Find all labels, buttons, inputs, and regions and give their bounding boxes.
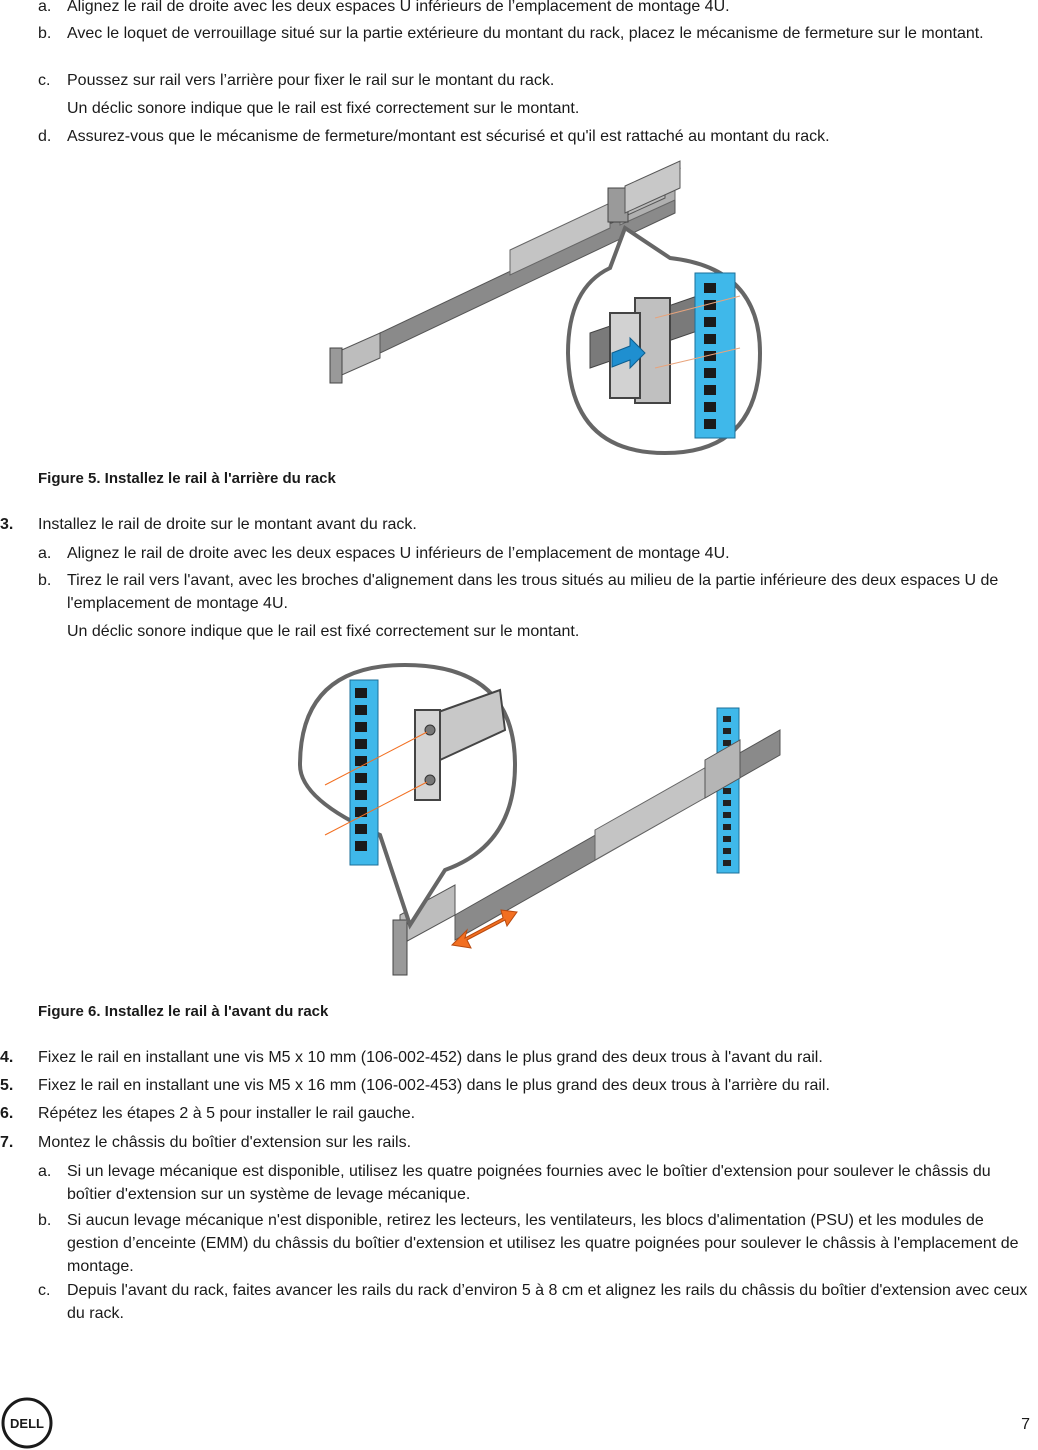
step-text: Fixez le rail en installant une vis M5 x 10 mm (106-002-452) dans le plus grand des deux trous à l'avant du rail. <box>38 1049 823 1066</box>
alignment-pin-icon <box>425 775 435 785</box>
alignment-pin-icon <box>425 725 435 735</box>
item-text: Si un levage mécanique est disponible, utilisez les quatre poignées fournies avec le boîtier d'extension pour soulever le châssis du boîtier d'extension sur un système de levage mécanique. <box>67 1163 991 1203</box>
step-number: 4. <box>0 1049 14 1066</box>
logo-text: DELL <box>10 1416 44 1431</box>
item-label: b. <box>38 25 52 42</box>
step-text: Installez le rail de droite sur le montant avant du rack. <box>38 516 417 533</box>
page-number: 7 <box>1021 1416 1030 1433</box>
item-text: Si aucun levage mécanique n'est disponible, retirez les lecteurs, les ventilateurs, les blocs d'alimentation (PSU) et les modules de gestion d’enceinte (EMM) du châssis du boîtier d'extension et utilisez les quatre poignées pour soulever le châssis à l'emplacement de montage. <box>67 1212 1019 1275</box>
step-text: Répétez les étapes 2 à 5 pour installer le rail gauche. <box>38 1105 416 1122</box>
item-text: Avec le loquet de verrouillage situé sur la partie extérieure du montant du rack, placez le mécanisme de fermeture sur le montant. <box>67 25 984 42</box>
item-text: Poussez sur rail vers l’arrière pour fixer le rail sur le montant du rack. <box>67 72 555 89</box>
step-number: 7. <box>0 1134 14 1151</box>
figure-6-front-rail-illustration <box>295 660 815 985</box>
figure-6-caption: Figure 6. Installez le rail à l'avant du rack <box>38 1003 329 1020</box>
step-number: 6. <box>0 1105 14 1122</box>
note-text: Un déclic sonore indique que le rail est fixé correctement sur le montant. <box>67 623 580 640</box>
item-text: Assurez-vous que le mécanisme de fermeture/montant est sécurisé et qu'il est rattaché au montant du rack. <box>67 128 830 145</box>
step-text: Montez le châssis du boîtier d'extension sur les rails. <box>38 1134 412 1151</box>
item-label: b. <box>38 572 52 589</box>
item-label: b. <box>38 1212 52 1229</box>
step-number: 3. <box>0 516 14 533</box>
item-text: Alignez le rail de droite avec les deux espaces U inférieurs de l’emplacement de montage 4U. <box>67 545 730 562</box>
item-label: d. <box>38 128 52 145</box>
front-bracket <box>330 348 342 383</box>
step-text: Fixez le rail en installant une vis M5 x 16 mm (106-002-453) dans le plus grand des deux trous à l'arrière du rail. <box>38 1077 830 1094</box>
step-number: 5. <box>0 1077 14 1094</box>
figure-5-caption: Figure 5. Installez le rail à l'arrière du rack <box>38 470 336 487</box>
item-text: Alignez le rail de droite avec les deux espaces U inférieurs de l’emplacement de montage 4U. <box>67 0 730 15</box>
item-text: Depuis l'avant du rack, faites avancer les rails du rack d’environ 5 à 8 cm et alignez les rails du châssis du boîtier d'extension avec ceux du rack. <box>67 1282 1028 1322</box>
note-text: Un déclic sonore indique que le rail est fixé correctement sur le montant. <box>67 100 580 117</box>
item-label: c. <box>38 1282 51 1299</box>
item-text: Tirez le rail vers l'avant, avec les broches d'alignement dans les trous situés au milieu de la partie inférieure des deux espaces U de l'emplacement de montage 4U. <box>67 572 999 612</box>
item-label: a. <box>38 545 52 562</box>
item-label: a. <box>38 0 52 15</box>
rail-sleeve <box>595 765 710 860</box>
figure-5-rear-rail-illustration <box>320 158 770 458</box>
item-label: c. <box>38 72 51 89</box>
front-bracket <box>393 920 407 975</box>
dell-logo <box>0 1396 56 1450</box>
item-label: a. <box>38 1163 52 1180</box>
